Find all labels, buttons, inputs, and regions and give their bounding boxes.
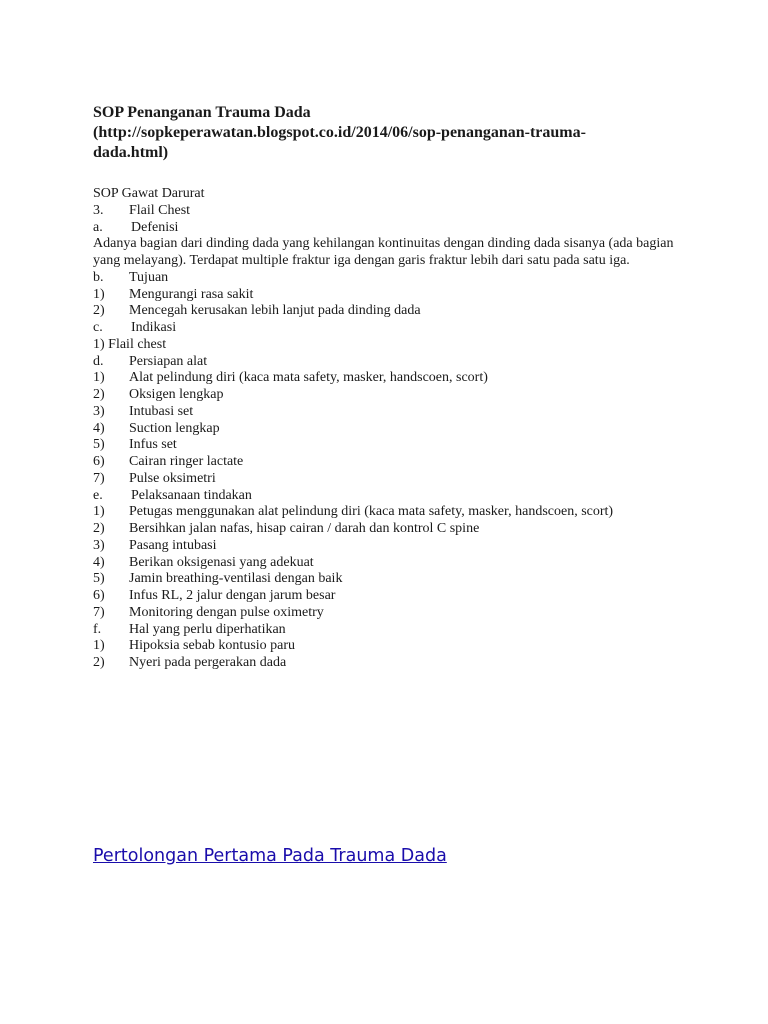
list-item-number: 1) bbox=[93, 286, 105, 302]
document-title bbox=[93, 103, 693, 163]
spacer bbox=[93, 163, 693, 186]
list-item bbox=[93, 555, 693, 572]
subtitle: SOP Gawat Darurat bbox=[93, 186, 205, 201]
list-item-number: 4) bbox=[93, 554, 105, 570]
list-item-number: 3) bbox=[93, 537, 105, 553]
list-item bbox=[93, 287, 693, 304]
list-item-number: 2) bbox=[93, 387, 105, 402]
list-item-text: Infus set bbox=[129, 437, 177, 453]
section-title: Flail Chest bbox=[129, 202, 191, 218]
list-item-text: Hipoksia sebab kontusio paru bbox=[129, 638, 296, 654]
list-item bbox=[93, 421, 693, 438]
title-line: SOP Penanganan Trauma Dada bbox=[93, 104, 311, 121]
list-item-number: 2) bbox=[93, 303, 105, 319]
document-page bbox=[93, 103, 693, 672]
list-item-number: 7) bbox=[93, 604, 105, 620]
list-item bbox=[93, 437, 693, 454]
list-item bbox=[93, 504, 693, 521]
list-item-number: 1) bbox=[93, 504, 105, 520]
definisi-paragraph: Adanya bagian dari dinding dada yang kehilangan kontinuitas dengan dinding dada sisanya (ada bagian yang melayang). Terdapat multiple fraktur iga dengan garis fraktur lebih dari satu pada satu iga. bbox=[93, 236, 674, 268]
perhatian-letter: f. bbox=[93, 621, 102, 637]
list-item-text: Petugas menggunakan alat pelindung diri (kaca mata safety, masker, handscoen, scort) bbox=[129, 504, 614, 520]
list-item bbox=[93, 638, 693, 655]
list-item bbox=[93, 404, 693, 421]
definisi-letter: a. bbox=[93, 219, 103, 235]
list-item bbox=[93, 370, 693, 387]
list-item-text: Mencegah kerusakan lebih lanjut pada dinding dada bbox=[129, 303, 421, 319]
list-item-text: Alat pelindung diri (kaca mata safety, masker, handscoen, scort) bbox=[129, 370, 488, 386]
list-item-text: Intubasi set bbox=[129, 403, 194, 419]
indikasi-heading bbox=[93, 320, 693, 337]
list-item-text: Berikan oksigenasi yang adekuat bbox=[129, 554, 314, 570]
list-item-number: 2) bbox=[93, 521, 105, 536]
list-item-number: 7) bbox=[93, 470, 105, 486]
indikasi-letter: c. bbox=[93, 320, 103, 335]
list-item bbox=[93, 605, 693, 622]
list-item-number: 3) bbox=[93, 403, 105, 419]
list-item bbox=[93, 454, 693, 471]
list-item-text: Pasang intubasi bbox=[129, 537, 217, 553]
list-item-text: Oksigen lengkap bbox=[129, 387, 224, 402]
list-item bbox=[93, 588, 693, 605]
indikasi-item: 1) Flail chest bbox=[93, 336, 167, 352]
tujuan-letter: b. bbox=[93, 269, 104, 285]
list-item bbox=[93, 303, 693, 320]
list-item-text: Bersihkan jalan nafas, hisap cairan / darah dan kontrol C spine bbox=[129, 521, 480, 536]
definisi-title: Defenisi bbox=[131, 219, 179, 235]
pelaksanaan-title: Pelaksanaan tindakan bbox=[131, 487, 252, 503]
list-item-number: 1) bbox=[93, 370, 105, 386]
tujuan-title: Tujuan bbox=[129, 269, 169, 285]
title-line-url-end: dada.html) bbox=[93, 144, 169, 161]
list-item-text: Infus RL, 2 jalur dengan jarum besar bbox=[129, 588, 336, 603]
list-item-number: 1) bbox=[93, 638, 105, 654]
article-link[interactable]: Pertolongan Pertama Pada Trauma Dada bbox=[93, 846, 447, 866]
pelaksanaan-letter: e. bbox=[93, 487, 103, 503]
persiapan-letter: d. bbox=[93, 353, 104, 369]
title-line-url: (http://sopkeperawatan.blogspot.co.id/2014/06/sop-penanganan-trauma- bbox=[93, 124, 586, 141]
list-item-number: 6) bbox=[93, 588, 105, 603]
list-item bbox=[93, 655, 693, 672]
list-item-number: 4) bbox=[93, 420, 105, 436]
definisi-heading bbox=[93, 220, 693, 237]
section-number: 3. bbox=[93, 202, 104, 218]
pelaksanaan-heading bbox=[93, 488, 693, 505]
tujuan-heading bbox=[93, 270, 693, 287]
list-item-text: Jamin breathing-ventilasi dengan baik bbox=[129, 571, 343, 587]
list-item bbox=[93, 387, 693, 404]
list-item-text: Mengurangi rasa sakit bbox=[129, 286, 254, 302]
list-item-text: Nyeri pada pergerakan dada bbox=[129, 655, 287, 670]
list-item bbox=[93, 521, 693, 538]
indikasi-title: Indikasi bbox=[131, 320, 177, 335]
list-item-number: 2) bbox=[93, 655, 105, 670]
list-item-number: 5) bbox=[93, 437, 105, 453]
list-item-text: Monitoring dengan pulse oximetry bbox=[129, 604, 324, 620]
list-item-text: Cairan ringer lactate bbox=[129, 454, 244, 469]
list-item bbox=[93, 571, 693, 588]
section-heading bbox=[93, 203, 693, 220]
list-item-number: 5) bbox=[93, 571, 105, 587]
persiapan-title: Persiapan alat bbox=[129, 353, 208, 369]
perhatian-title: Hal yang perlu diperhatikan bbox=[129, 621, 286, 637]
list-item-text: Pulse oksimetri bbox=[129, 470, 216, 486]
list-item bbox=[93, 471, 693, 488]
perhatian-heading bbox=[93, 622, 693, 639]
list-item-number: 6) bbox=[93, 454, 105, 469]
list-item bbox=[93, 538, 693, 555]
persiapan-heading bbox=[93, 354, 693, 371]
list-item-text: Suction lengkap bbox=[129, 420, 220, 436]
document-body bbox=[93, 186, 693, 672]
